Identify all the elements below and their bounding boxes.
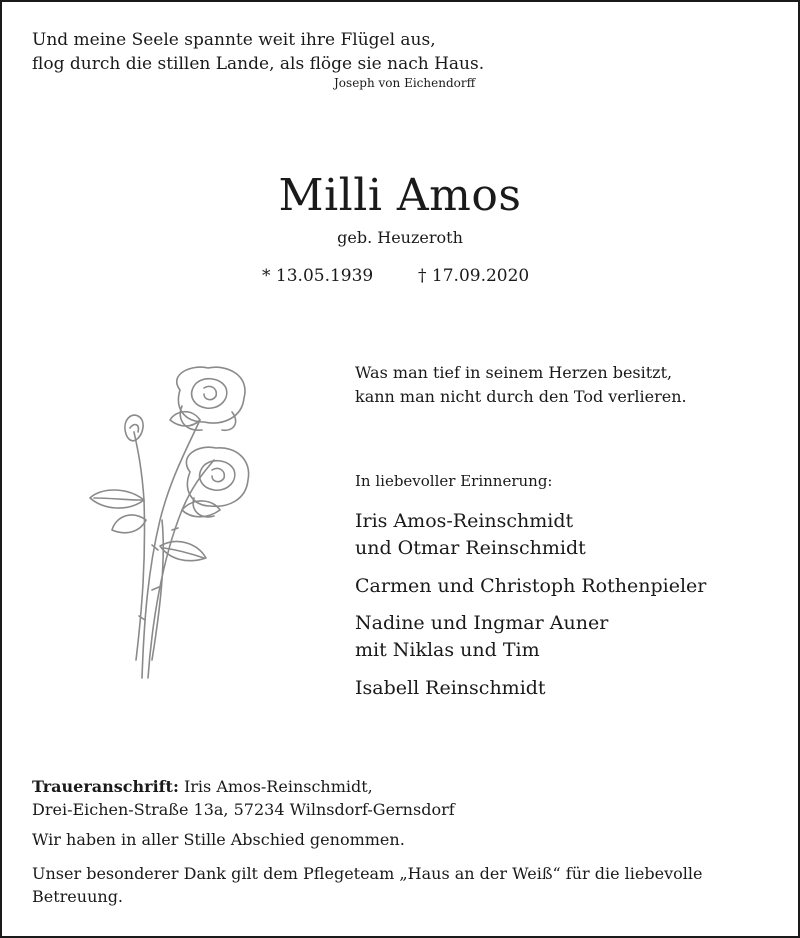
memorial-quote	[355, 361, 687, 409]
mourner-line: Carmen und Christoph Rothenpieler	[355, 575, 707, 597]
mourner-group	[355, 508, 586, 562]
mourner-group	[355, 573, 706, 600]
mourner-line: mit Niklas und Tim	[355, 639, 540, 661]
mourning-address	[32, 775, 455, 821]
farewell-note: Wir haben in aller Stille Abschied genommen.	[32, 830, 405, 849]
quote-line-2: kann man nicht durch den Tod verlieren.	[355, 387, 687, 406]
quote-line-1: Was man tief in seinem Herzen besitzt,	[355, 363, 673, 382]
poem-line-2: flog durch die stillen Lande, als flöge sie nach Haus.	[32, 54, 485, 74]
birth-date: * 13.05.1939	[262, 266, 374, 286]
mourner-line: Isabell Reinschmidt	[355, 677, 546, 699]
address-recipient: Iris Amos-Reinschmidt,	[178, 777, 373, 796]
maiden-name: geb. Heuzeroth	[337, 228, 463, 247]
thanks-note: Unser besonderer Dank gilt dem Pflegeteam „Haus an der Weiß“ für die liebevolle Betreuung.	[32, 864, 703, 906]
poem-line-1: Und meine Seele spannte weit ihre Flügel aus,	[32, 30, 436, 50]
memory-label: In liebevoller Erinnerung:	[355, 472, 553, 490]
poem-author: Joseph von Eichendorff	[334, 76, 476, 90]
mourner-line: und Otmar Reinschmidt	[355, 537, 586, 559]
poem	[32, 28, 484, 76]
death-date: † 17.09.2020	[418, 266, 530, 286]
address-label: Traueranschrift:	[32, 777, 179, 796]
mourner-line: Nadine und Ingmar Auner	[355, 612, 609, 634]
mourner-group	[355, 675, 546, 702]
address-street: Drei-Eichen-Straße 13a, 57234 Wilnsdorf-Gernsdorf	[32, 800, 455, 819]
deceased-name: Milli Amos	[278, 170, 522, 221]
mourner-line: Iris Amos-Reinschmidt	[355, 510, 574, 532]
mourner-group	[355, 610, 608, 664]
rose-illustration	[82, 360, 262, 696]
